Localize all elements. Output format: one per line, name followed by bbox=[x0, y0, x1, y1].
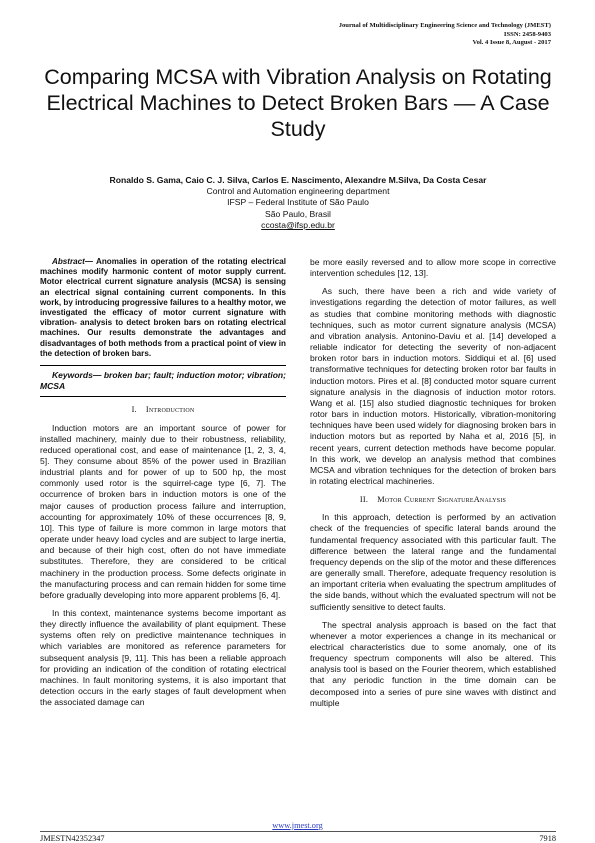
abstract bbox=[40, 257, 286, 359]
paper-id: JMESTN42352347 bbox=[40, 834, 105, 843]
affiliation-institute: IFSP – Federal Institute of São Paulo bbox=[227, 197, 369, 208]
journal-volume: Vol. 4 Issue 8, August - 2017 bbox=[472, 39, 551, 47]
keywords bbox=[40, 365, 286, 397]
author-email-link[interactable]: ccosta@ifsp.edu.br bbox=[261, 219, 335, 230]
section-heading-introduction bbox=[40, 404, 286, 415]
author-names: Ronaldo S. Gama, Caio C. J. Silva, Carlos E. Nascimento, Alexandre M.Silva, Da Costa Cesar bbox=[109, 175, 487, 185]
body-paragraph: In this approach, detection is performed by an activation check of the frequencies of specific lateral bands around the fundamental frequency associated with this particular fault. The difference between the lateral range and the fundamental frequency depends on the slip of the motor and these differences are generally small. Therefore, adequate frequency resolution is an important criteria when evaluating the spectrum amplitudes of the side bands, without which the evaluated spectrum will not be sufficiently sensitive to detect faults. bbox=[310, 512, 556, 612]
section-heading-mcsa bbox=[310, 494, 556, 505]
footer-divider bbox=[40, 831, 556, 832]
journal-website-link[interactable]: www.jmest.org bbox=[272, 821, 323, 830]
left-column bbox=[40, 257, 286, 708]
journal-header bbox=[339, 22, 551, 48]
body-paragraph: As such, there have been a rich and wide variety of investigations regarding the detection of motor failures, as well as studies that combine monitoring methods with diagnostic techniques, such as motor current signature analysis (MCSA) and vibration analysis. Antonino-Daviu et al. [14] developed a reliable indicator for detecting the severity of non-adjacent broken rotor bars in induction motors. Siddiqui et al. [6] used transformative techniques for detecting broken rotor bar faults in induction motors. Pires et al. [8] conducted motor square current signature analysis in the diagnosis of induction motor rotors. Wang et al. [15] also studied diagnostic techniques for broken rotor bars in induction motors. Historically, vibration-monitoring techniques have been used widely for diagnosing broken bars in induction motors but as reported by Naha et al, 2016 [5], in recent years, current detection methods have become popular. In this work, we develop an analysis method that combines MCSA and vibration techniques for the detection of broken bars in rotating electrical machineries. bbox=[310, 286, 556, 486]
journal-issn: ISSN: 2458-9403 bbox=[503, 30, 551, 38]
section-number: II. bbox=[359, 495, 369, 505]
section-title: Introduction bbox=[145, 405, 195, 415]
author-block bbox=[40, 175, 556, 231]
body-paragraph: The spectral analysis approach is based on the fact that whenever a motor experiences a change in its mechanical or electrical characteristics due to some anomaly, one of its frequency spectrum components will also be altered. This analysis tool is based on the Fourier theorem, which established that any periodic function in the time domain can be decomposed into a series of pure sine waves with distinct and multiple bbox=[310, 619, 556, 708]
abstract-label: Abstract— bbox=[52, 257, 93, 266]
abstract-text: Anomalies in operation of the rotating electrical machines modify harmonic content of motor supply current. Motor electrical current signature analysis (MCSA) is sensing an electrical signal containing current components. In this work, by introducing progressive failures to a healthy motor, we investigated the efficacy of motor current signature with vibration- analysis to detect broken bars on rotating electrical machines. Our results demonstrate the advantages and disadvantages of both methods from a practical point of view in the detection of broken bars. bbox=[40, 257, 287, 358]
paper-title: Comparing MCSA with Vibration Analysis on Rotating Electrical Machines to Detect Broken Bars — A Case Study bbox=[44, 65, 552, 142]
body-paragraph: be more easily reversed and to allow more scope in corrective intervention schedules [12, 13]. bbox=[310, 257, 556, 279]
keywords-label: Keywords— bbox=[52, 370, 102, 381]
keywords-text: broken bar; fault; induction motor; vibration; MCSA bbox=[40, 370, 286, 392]
right-column bbox=[310, 257, 556, 709]
section-title: Motor Current SignatureAnalysis bbox=[377, 495, 507, 505]
section-number: I. bbox=[131, 405, 137, 415]
body-paragraph: Induction motors are an important source of power for installed machinery, mainly due to their robustness, reliability, reduced operational cost, and ease of maintenance [1, 2, 3, 4, 5]. They consume about 85% of the power used in Brazilian industrial plants and for power of up to 500 hp, the most commonly used rotor is the squirrel-cage type [6, 7]. The occurrence of broken bars in induction motors is one of the major causes of production process failure and interruption, accounting for approximately 10% of these occurrences [8, 9, 10]. This type of failure is more common in large motors that operate under heavy load cycles and are subject to large inertia, and because of their high cost, often do not have immediate substitutes. Therefore, they are considered to be critical machinery in the production process. Some defects originate in the manufacturing process and can remain hidden for some time before gradually developing into more apparent problems [6, 4]. bbox=[40, 422, 286, 600]
body-paragraph: In this context, maintenance systems become important as they directly influence the availability of plant equipment. These systems often rely on predictive maintenance techniques in which variables are monitored as reference parameters for subsequent analysis [9, 11]. This has been a reliable approach for providing an indication of the condition of rotating electrical machines. In fault monitoring systems, it is also important that detection occurs in the early stages of fault development when the associated damage can bbox=[40, 608, 286, 708]
journal-name: Journal of Multidisciplinary Engineering Science and Technology (JMEST) bbox=[338, 22, 551, 29]
page-number: 7918 bbox=[539, 834, 556, 843]
affiliation-city: São Paulo, Brasil bbox=[265, 208, 331, 219]
affiliation-department: Control and Automation engineering department bbox=[206, 186, 390, 197]
